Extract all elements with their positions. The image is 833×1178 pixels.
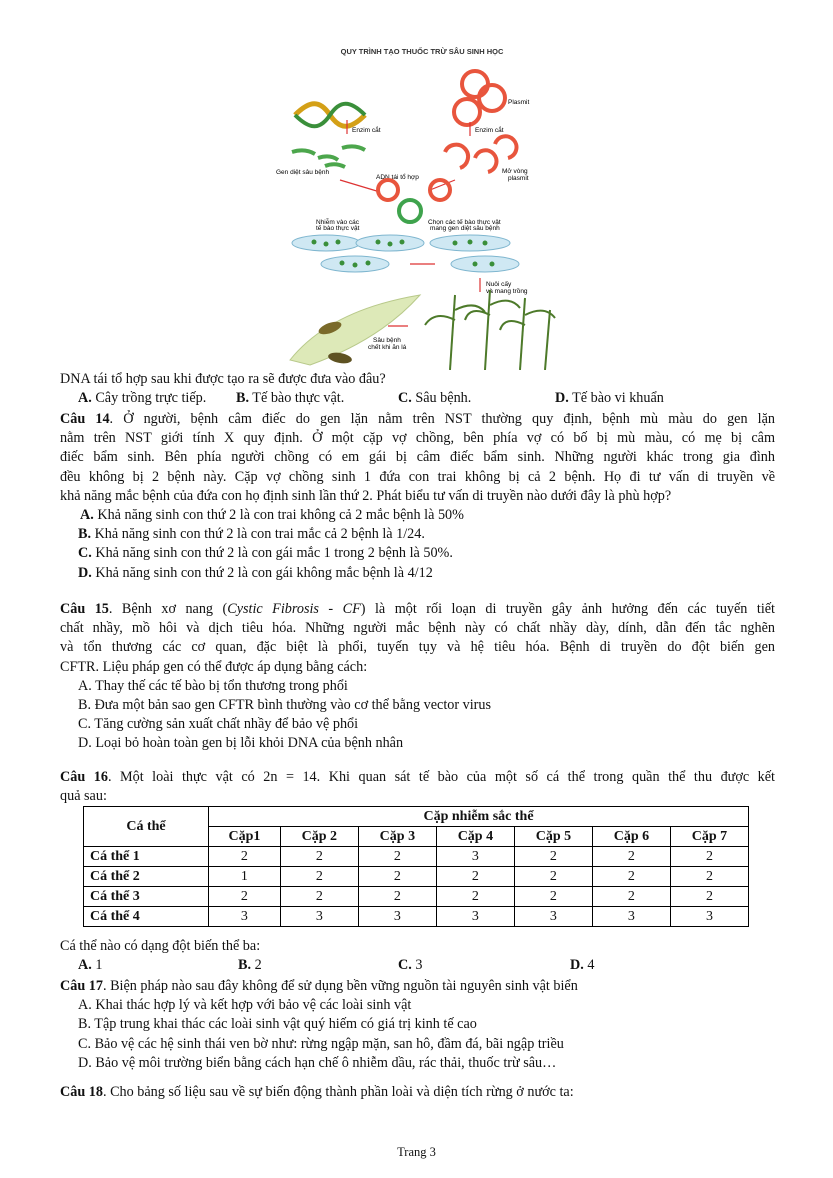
page-number: Trang 3 bbox=[397, 1145, 436, 1159]
plasmid-icon bbox=[454, 71, 505, 125]
q14-option-b[interactable]: B. Khả năng sinh con thứ 2 là con trai mắc cả 2 bệnh là 1/24. bbox=[78, 526, 425, 543]
q17-label: Câu 17 bbox=[60, 978, 103, 994]
table-row: Cá thể 2 1 2 2 2 2 2 2 bbox=[84, 867, 749, 887]
table-row: Cá thể 1 2 2 2 3 2 2 2 bbox=[84, 847, 749, 867]
q16-option-d[interactable]: D. 4 bbox=[570, 957, 595, 974]
q17-stem: Câu 17. Biện pháp nào sau đây không để sử dụng bền vững nguồn tài nguyên sinh vật biển bbox=[60, 978, 578, 994]
question-16-options bbox=[60, 937, 775, 975]
diagram-title: QUY TRÌNH TẠO THUỐC TRỪ SÂU SINH HỌC bbox=[340, 47, 504, 56]
table-row: Cá thể 4 3 3 3 3 3 3 3 bbox=[84, 907, 749, 927]
q14-line-4: đều không bị 2 bệnh này. Cặp vợ chồng sinh 1 đứa con trai không bị cả 2 bệnh. Họ đi tư vấn di truyền về bbox=[60, 468, 775, 485]
question-14 bbox=[60, 410, 775, 583]
table-col-header: Cặp 5 bbox=[514, 827, 592, 847]
q13-option-a[interactable]: A. Cây trồng trực tiếp. bbox=[78, 390, 207, 407]
table-row: Cá thể 3 2 2 2 2 2 2 2 bbox=[84, 887, 749, 907]
label-enzim-cat-right: Enzim cắt bbox=[475, 127, 504, 134]
gene-fragment-icon bbox=[292, 146, 365, 167]
q15-line-4: CFTR. Liệu pháp gen có thể được áp dụng bằng cách: bbox=[60, 658, 368, 675]
q18-stem: Câu 18. Cho bảng số liệu sau về sự biến động thành phần loài và diện tích rừng ở nước ta: bbox=[60, 1084, 574, 1100]
q14-option-c[interactable]: C. Khả năng sinh con thứ 2 là con gái mắc 1 trong 2 bệnh là 50%. bbox=[78, 545, 453, 562]
table-col-header: Cặp 2 bbox=[280, 827, 358, 847]
label-chon-te-bao: Chọn các tế bào thực vật bbox=[428, 219, 501, 226]
table-col-header: Cặp 3 bbox=[358, 827, 436, 847]
table-corner-header: Cá thể bbox=[84, 807, 209, 847]
q16-option-b[interactable]: B. 2 bbox=[238, 957, 262, 974]
label-mang-trong: và mang trồng bbox=[486, 288, 528, 295]
label-adn-tai-to-hop: ADN tái tổ hợp bbox=[376, 174, 419, 181]
label-mo-vong: Mở vòng bbox=[502, 168, 528, 175]
q15-label: Câu 15 bbox=[60, 601, 109, 617]
label-chet-khi-an-la: chết khi ăn lá bbox=[368, 344, 407, 351]
chromosome-table bbox=[83, 806, 749, 927]
label-nhiem-vao: Nhiễm vào các bbox=[316, 219, 359, 226]
petri-dish-icon bbox=[292, 235, 519, 272]
question-15 bbox=[60, 600, 775, 754]
q18-label: Câu 18 bbox=[60, 1084, 103, 1100]
q13-option-d[interactable]: D. Tế bào vi khuẩn bbox=[555, 390, 664, 407]
q17-option-b[interactable]: B. Tập trung khai thác các loài sinh vật quý hiếm có giá trị kinh tế cao bbox=[78, 1016, 477, 1033]
table-group-header: Cặp nhiễm sắc thể bbox=[209, 807, 749, 827]
q17-option-a[interactable]: A. Khai thác hợp lý và kết hợp với bảo vệ các loài sinh vật bbox=[78, 997, 412, 1014]
q13-options bbox=[60, 389, 775, 408]
table-col-header: Cặp 7 bbox=[670, 827, 748, 847]
q16-label: Câu 16 bbox=[60, 769, 108, 785]
q14-line-5: khả năng mắc bệnh của đứa con họ định sinh lần thứ 2. Phát biểu tư vấn di truyền nào dưới đây là phù hợp? bbox=[60, 487, 672, 504]
q13-stem: DNA tái tổ hợp sau khi được tạo ra sẽ được đưa vào đâu? bbox=[60, 371, 386, 387]
q14-line-1: Câu 14. Ở người, bệnh câm điếc do gen lặn nằm trên NST thường quy định, bệnh mù màu do gen lặn bbox=[60, 411, 776, 427]
question-16 bbox=[60, 768, 775, 806]
q14-label: Câu 14 bbox=[60, 411, 110, 427]
q16-question: Cá thể nào có dạng đột biến thể ba: bbox=[60, 938, 261, 954]
q14-line-3: điếc bẩm sinh. Bên phía người chồng có em gái bị câm điếc bẩm sinh. Những người khác trong gia đình bbox=[60, 449, 775, 466]
dna-helix-icon bbox=[295, 104, 365, 127]
q14-option-a[interactable]: A. Khả năng sinh con thứ 2 là con trai không cả 2 mắc bệnh là 50% bbox=[80, 507, 464, 524]
q14-option-d[interactable]: D. Khả năng sinh con thứ 2 là con gái không mắc bệnh là 4/12 bbox=[78, 564, 433, 581]
q13-option-c[interactable]: C. Sâu bệnh. bbox=[398, 390, 472, 407]
q15-option-d[interactable]: D. Loại bỏ hoàn toàn gen bị lỗi khỏi DNA của bệnh nhân bbox=[78, 735, 404, 752]
q16-line-1: Câu 16. Một loài thực vật có 2n = 14. Khi quan sát tế bào của một số cá thể trong quần thể thu được kết bbox=[60, 769, 775, 785]
q15-line-3: và tổn thương các cơ quan, đặc biệt là phổi, tuyến tụy và hệ tiêu hóa. Bệnh di truyền do đột biến gen bbox=[60, 639, 775, 656]
table-col-header: Cặp 6 bbox=[592, 827, 670, 847]
q14-line-2: nằm trên NST giới tính X quy định. Ở một cặp vợ chồng, bên phía vợ có bố bị mù màu, có mẹ bị câm bbox=[60, 430, 775, 447]
q16-line-2: quả sau: bbox=[60, 788, 107, 805]
q13-option-b[interactable]: B. Tế bào thực vật. bbox=[236, 390, 345, 407]
label-te-bao-thuc-vat: tế bào thực vật bbox=[316, 225, 360, 232]
label-nuoi-cay: Nuôi cấy bbox=[486, 281, 512, 288]
label-mang-gen: mang gen diệt sâu bệnh bbox=[430, 225, 500, 232]
q17-option-d[interactable]: D. Bảo vệ môi trường biển bằng cách hạn chế ô nhiễm dầu, rác thải, thuốc trừ sâu… bbox=[78, 1054, 557, 1071]
leaf-insect-icon bbox=[290, 295, 420, 365]
label-sau-benh: Sâu bệnh bbox=[373, 337, 401, 344]
label-enzim-cat-left: Enzim cắt bbox=[352, 127, 381, 134]
label-mo-vong-plasmit: plasmit bbox=[508, 175, 529, 182]
q16-options bbox=[60, 956, 775, 975]
corn-plant-icon bbox=[425, 290, 555, 370]
table-col-header: Cặp 4 bbox=[436, 827, 514, 847]
question-13 bbox=[60, 370, 775, 408]
q16-option-c[interactable]: C. 3 bbox=[398, 957, 423, 974]
question-17 bbox=[60, 977, 775, 1073]
q15-option-b[interactable]: B. Đưa một bản sao gen CFTR bình thường vào cơ thể bằng vector virus bbox=[78, 697, 491, 714]
q17-option-c[interactable]: C. Bảo vệ các hệ sinh thái ven bờ như: rừng ngập mặn, san hô, đầm đá, bãi ngập triều bbox=[78, 1035, 564, 1052]
table-col-header: Cặp1 bbox=[209, 827, 281, 847]
q16-option-a[interactable]: A. 1 bbox=[78, 957, 103, 974]
q15-option-a[interactable]: A. Thay thế các tế bào bị tổn thương trong phổi bbox=[78, 677, 348, 694]
opened-plasmid-icon bbox=[445, 136, 516, 172]
label-gen-diet-sau: Gen diệt sâu bệnh bbox=[276, 169, 330, 176]
label-plasmit: Plasmit bbox=[508, 99, 530, 106]
q15-line-2: chất nhầy, mồ hôi và dịch tiêu hóa. Những người mắc bệnh này có chất nhầy dày, dính, dẫn đến tắc nghẽn bbox=[60, 620, 775, 637]
biopesticide-process-diagram bbox=[270, 40, 570, 370]
question-18 bbox=[60, 1083, 775, 1102]
q15-line-1: Câu 15. Bệnh xơ nang (Cystic Fibrosis - CF) là một rối loạn di truyền gây ảnh hưởng đến các tuyến tiết bbox=[60, 601, 776, 617]
q15-option-c[interactable]: C. Tăng cường sản xuất chất nhầy để bảo vệ phổi bbox=[78, 716, 359, 733]
